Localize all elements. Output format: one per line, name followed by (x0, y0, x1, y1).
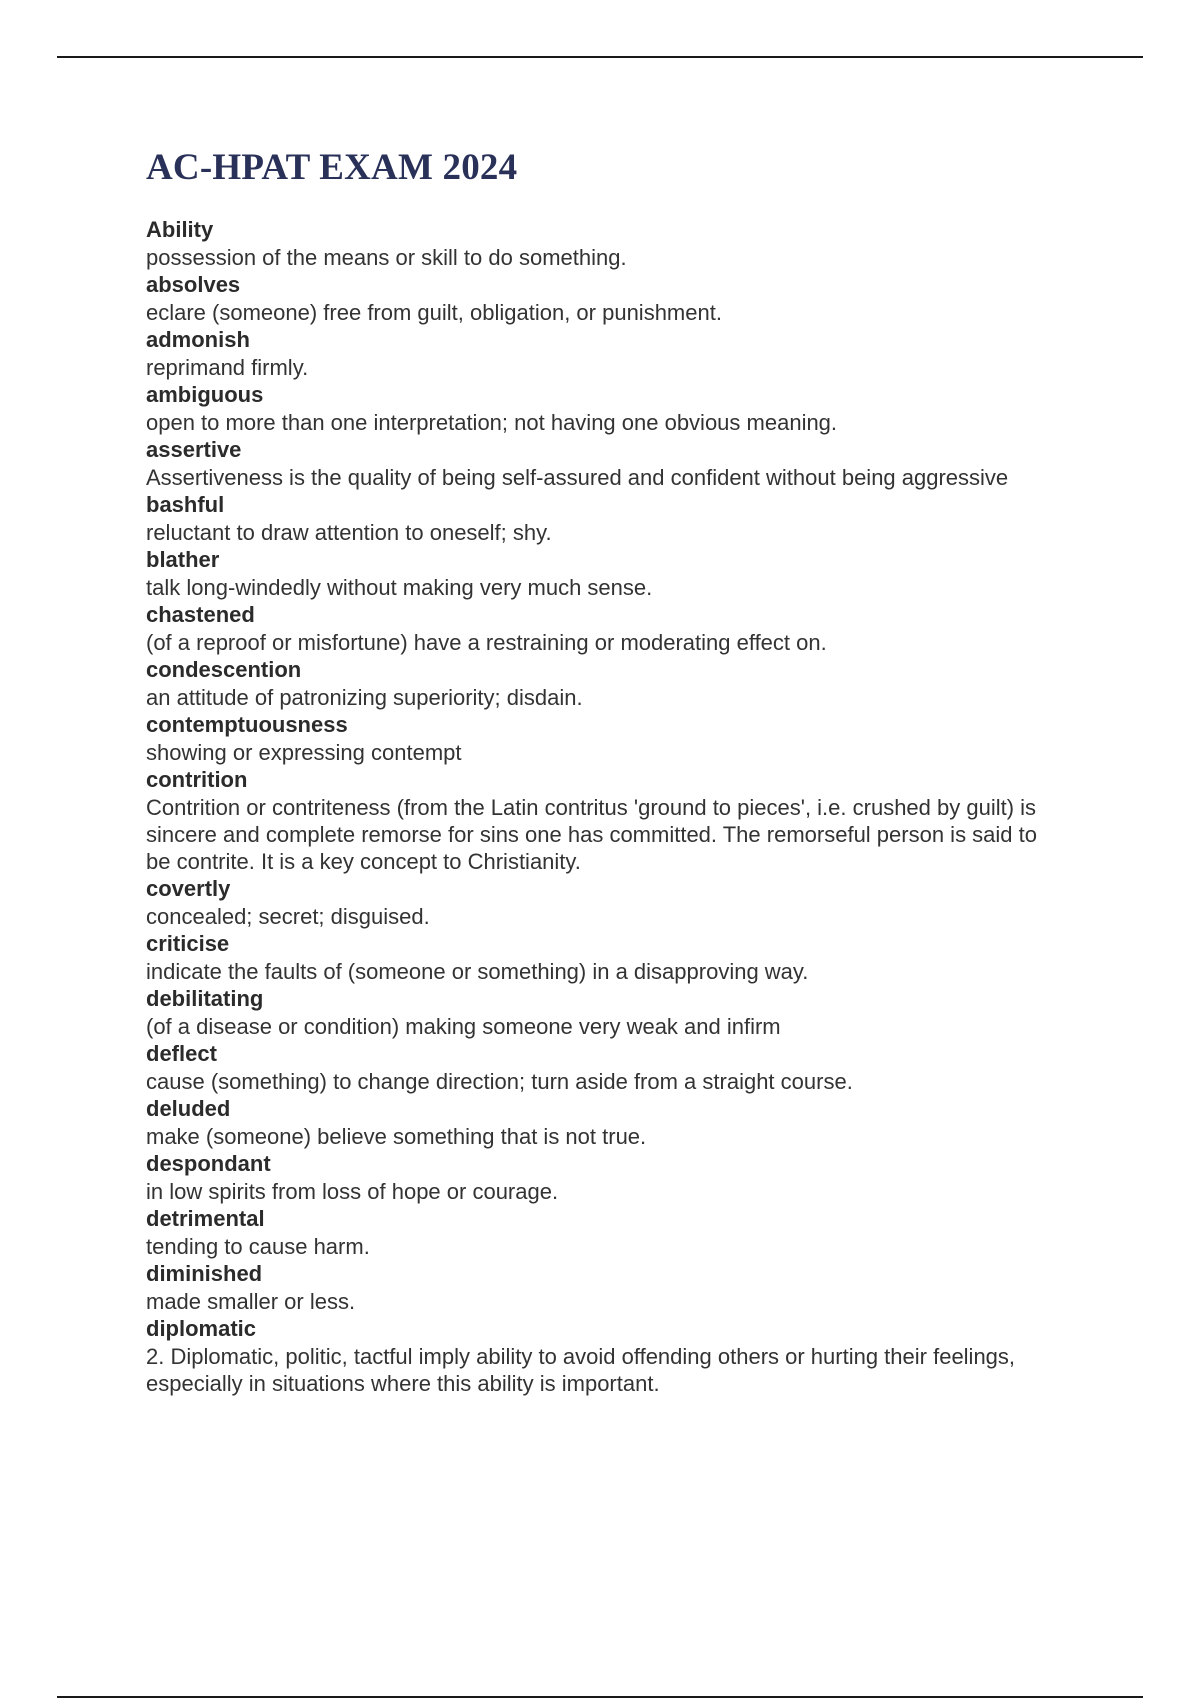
entry-definition: 2. Diplomatic, politic, tactful imply ability to avoid offending others or hurting their feelings, especially in situations where this ability is important. (146, 1344, 1016, 1396)
glossary-list (146, 216, 1066, 1397)
glossary-entry (146, 1260, 1066, 1315)
entry-definition: concealed; secret; disguised. (146, 904, 430, 929)
entry-definition: (of a disease or condition) making someone very weak and infirm (146, 1014, 781, 1039)
entry-definition: (of a reproof or misfortune) have a restraining or moderating effect on. (146, 630, 827, 655)
entry-term: assertive (146, 437, 242, 462)
entry-term: ambiguous (146, 382, 264, 407)
glossary-entry (146, 711, 1066, 766)
glossary-entry (146, 985, 1066, 1040)
glossary-entry (146, 491, 1066, 546)
glossary-entry (146, 216, 1066, 271)
entry-definition: showing or expressing contempt (146, 740, 462, 765)
entry-definition: in low spirits from loss of hope or courage. (146, 1179, 559, 1204)
entry-term: absolves (146, 272, 241, 297)
entry-definition: talk long-windedly without making very much sense. (146, 575, 653, 600)
entry-definition: reprimand firmly. (146, 355, 309, 380)
entry-term: covertly (146, 876, 231, 901)
entry-term: deluded (146, 1096, 231, 1121)
entry-term: diminished (146, 1261, 263, 1286)
glossary-entry (146, 1150, 1066, 1205)
entry-definition: an attitude of patronizing superiority; disdain. (146, 685, 583, 710)
entry-definition: indicate the faults of (someone or something) in a disapproving way. (146, 959, 809, 984)
entry-term: admonish (146, 327, 250, 352)
glossary-entry (146, 271, 1066, 326)
entry-definition: made smaller or less. (146, 1289, 356, 1314)
entry-definition: make (someone) believe something that is not true. (146, 1124, 647, 1149)
glossary-entry (146, 1040, 1066, 1095)
entry-definition: open to more than one interpretation; not having one obvious meaning. (146, 410, 838, 435)
bottom-divider (57, 1696, 1143, 1698)
glossary-entry (146, 1205, 1066, 1260)
entry-definition: cause (something) to change direction; turn aside from a straight course. (146, 1069, 853, 1094)
glossary-entry (146, 1315, 1066, 1397)
glossary-entry (146, 546, 1066, 601)
entry-term: deflect (146, 1041, 217, 1066)
entry-term: contrition (146, 767, 248, 792)
entry-definition: Assertiveness is the quality of being self-assured and confident without being aggressive (146, 465, 1009, 490)
entry-term: debilitating (146, 986, 264, 1011)
entry-definition: Contrition or contriteness (from the Latin contritus 'ground to pieces', i.e. crushed by guilt) is sincere and complete remorse for sins one has committed. The remorseful person is said to be contrite. It is a key concept to Christianity. (146, 795, 1037, 874)
entry-term: detrimental (146, 1206, 265, 1231)
glossary-entry (146, 326, 1066, 381)
entry-term: blather (146, 547, 220, 572)
entry-term: criticise (146, 931, 230, 956)
glossary-entry (146, 436, 1066, 491)
page-title: AC-HPAT EXAM 2024 (146, 147, 518, 188)
entry-term: chastened (146, 602, 255, 627)
top-divider (57, 56, 1143, 58)
entry-term: despondant (146, 1151, 271, 1176)
glossary-entry (146, 601, 1066, 656)
entry-term: diplomatic (146, 1316, 257, 1341)
glossary-entry (146, 1095, 1066, 1150)
entry-term: contemptuousness (146, 712, 348, 737)
glossary-entry (146, 875, 1066, 930)
entry-term: condescention (146, 657, 302, 682)
entry-definition: possession of the means or skill to do something. (146, 245, 627, 270)
entry-term: bashful (146, 492, 225, 517)
glossary-entry (146, 381, 1066, 436)
entry-definition: reluctant to draw attention to oneself; shy. (146, 520, 552, 545)
entry-definition: eclare (someone) free from guilt, obligation, or punishment. (146, 300, 722, 325)
glossary-entry (146, 930, 1066, 985)
glossary-entry (146, 656, 1066, 711)
entry-definition: tending to cause harm. (146, 1234, 370, 1259)
glossary-entry (146, 766, 1066, 875)
entry-term: Ability (146, 217, 214, 242)
